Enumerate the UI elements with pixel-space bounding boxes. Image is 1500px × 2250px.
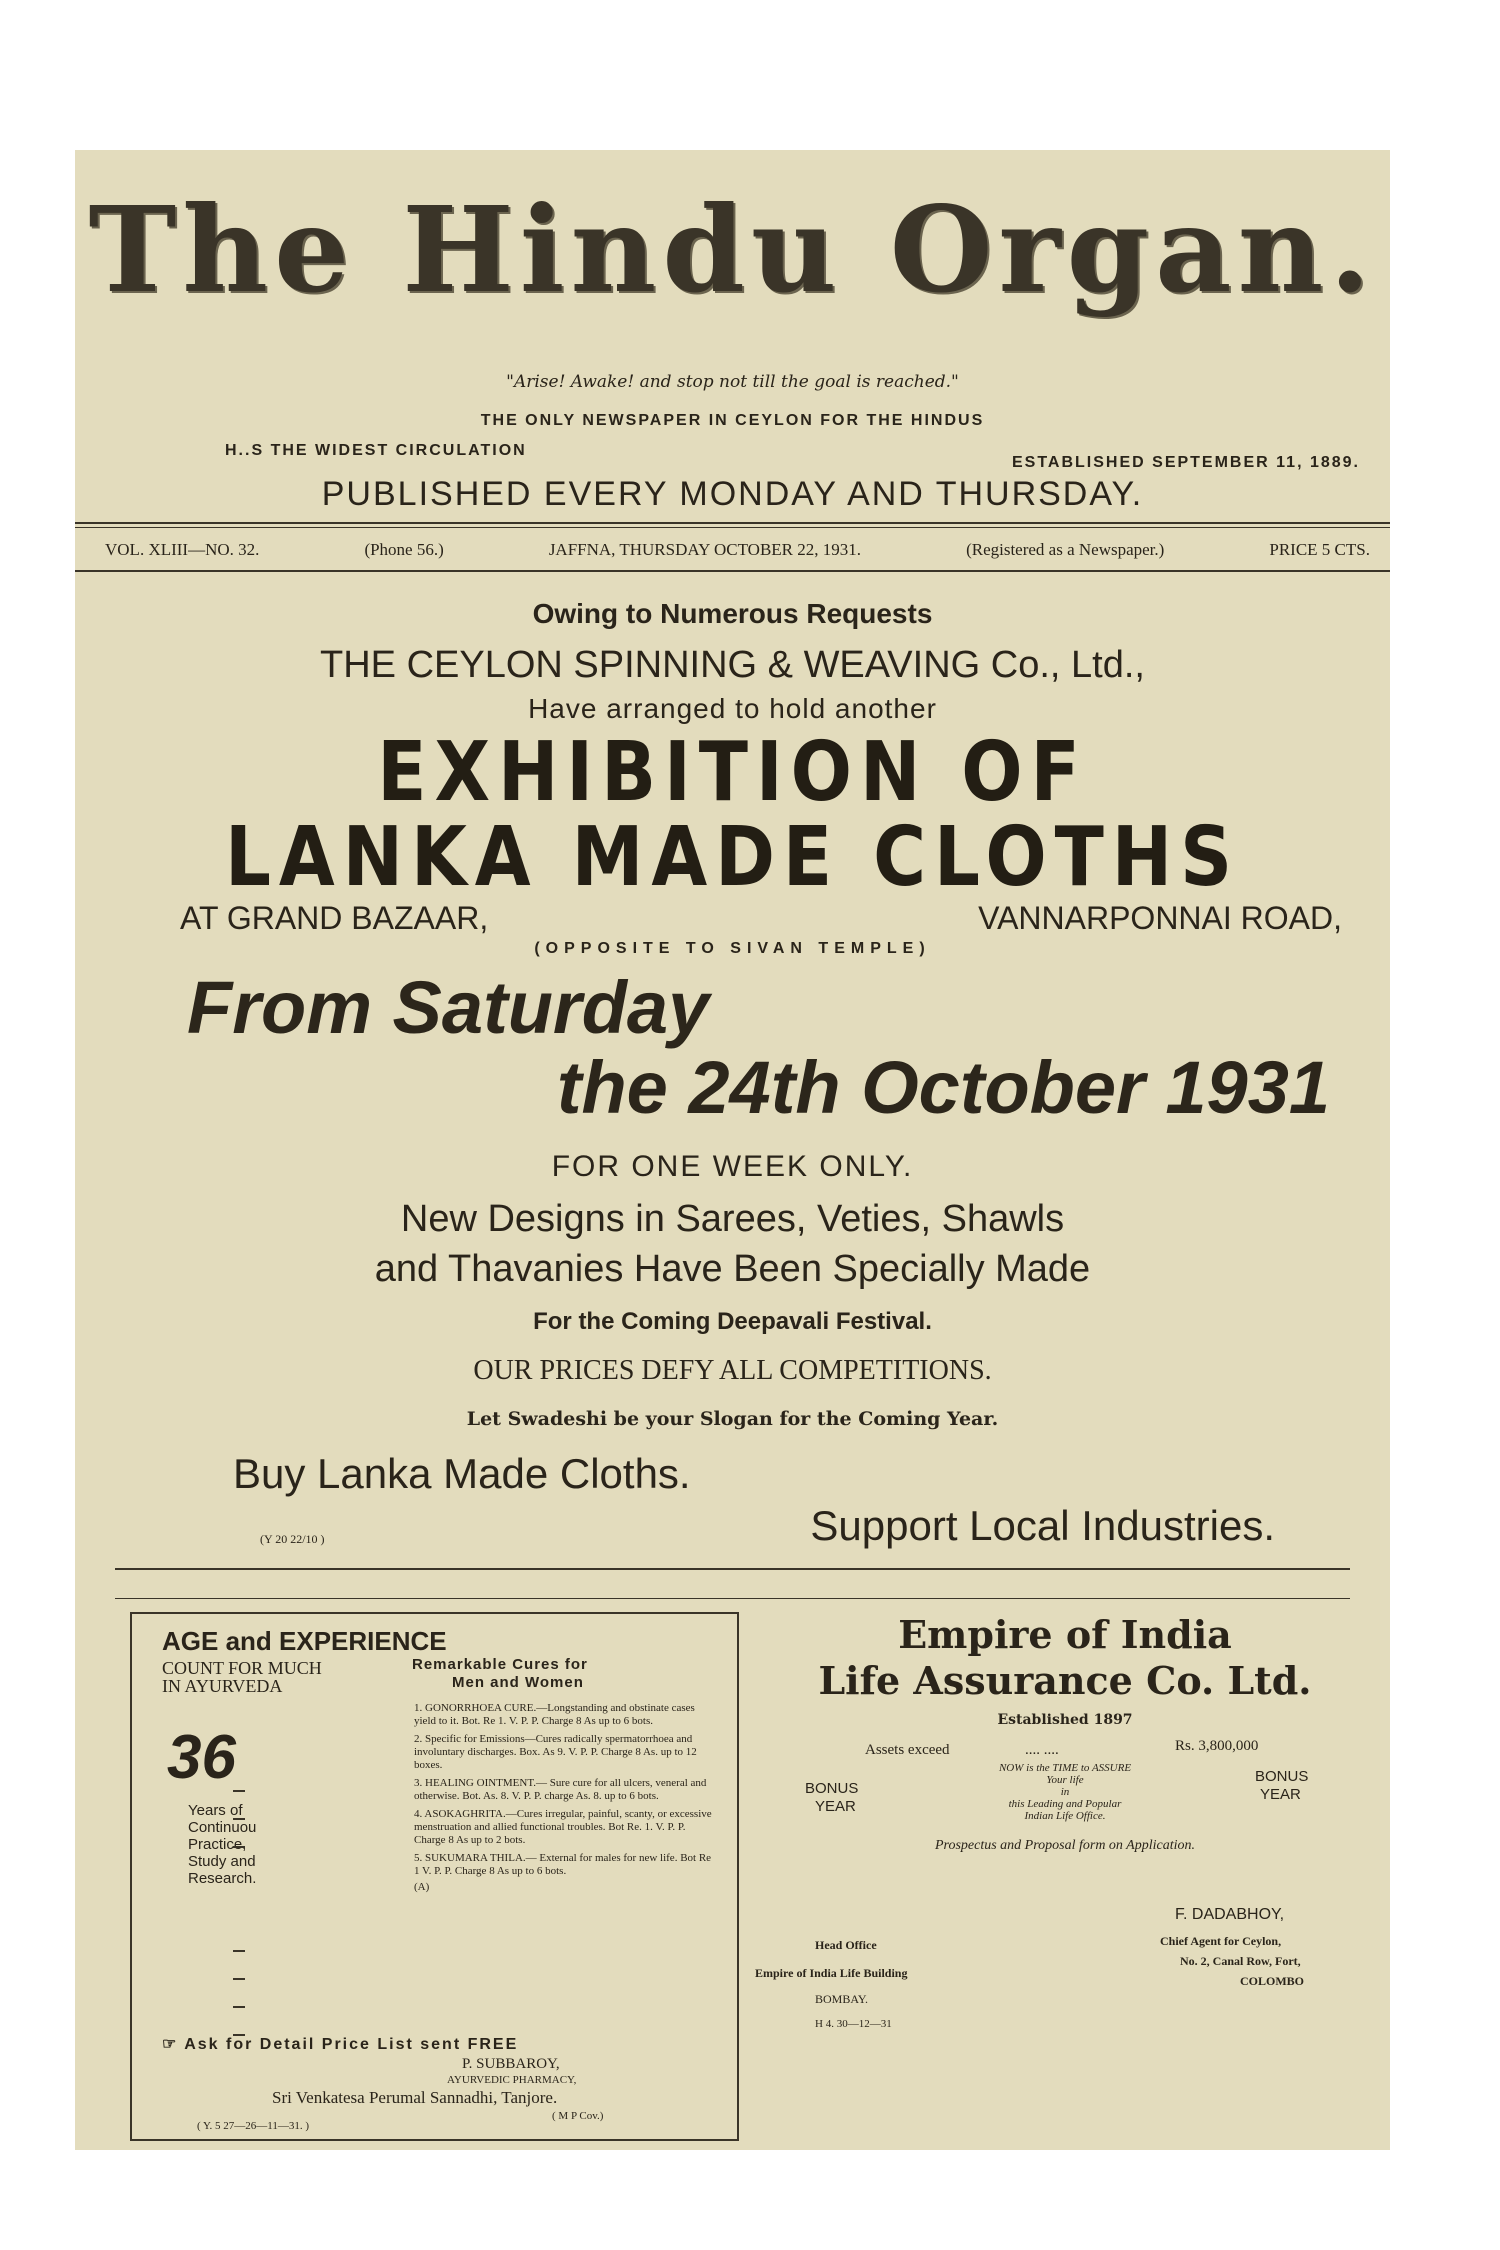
ad-arranged: Have arranged to hold another	[528, 693, 937, 724]
ad-headline-1: EXHIBITION OF	[377, 725, 1088, 820]
ad-headline-2: LANKA MADE CLOTHS	[224, 810, 1240, 905]
ad-support: Support Local Industries.	[810, 1502, 1275, 1549]
ad-designs-1: New Designs in Sarees, Veties, Shawls	[400, 1198, 1065, 1240]
ayurveda-item: 5. SUKUMARA THILA.— External for males for new life. Bot Re 1 V. P. P. Charge 8 As up to 6 bots.	[414, 1852, 712, 1877]
ayurveda-items	[414, 1702, 714, 1894]
insurance-established: Established 1897	[997, 1712, 1133, 1728]
insurance-title-1: Empire of India	[898, 1612, 1232, 1657]
ayurveda-cures-title-2: Men and Women	[452, 1674, 584, 1691]
masthead-established: ESTABLISHED SEPTEMBER 11, 1889.	[1011, 454, 1360, 471]
insurance-bonus-right-1: BONUS	[1255, 1768, 1309, 1785]
decorative-dash	[233, 1846, 245, 1848]
dateline-phone: (Phone 56.)	[364, 540, 444, 559]
dateline-volume: VOL. XLIII—NO. 32.	[105, 540, 260, 559]
ayurveda-ref: ( Y. 5 27—26—11—31. )	[197, 2120, 310, 2132]
ayurveda-item: 2. Specific for Emissions—Cures radically spermatorrhoea and involuntary discharges. Box. As 9. V. P. P. Charge 8 As. up to 12 boxes.	[414, 1733, 697, 1771]
insurance-agent-title: Chief Agent for Ceylon,	[1160, 1934, 1282, 1948]
decorative-dash	[233, 1978, 245, 1980]
ayurveda-years-line: Continuou	[188, 1819, 257, 1836]
ad-intro: Owing to Numerous Requests	[532, 598, 933, 629]
ad-buy: Buy Lanka Made Cloths.	[233, 1450, 691, 1497]
ayurveda-count-2: IN AYURVEDA	[162, 1676, 283, 1696]
insurance-now-line: Indian Life Office.	[1024, 1810, 1106, 1822]
insurance-agent-addr-2: COLOMBO	[1240, 1974, 1305, 1988]
ayurveda-ref-2: ( M P Cov.)	[552, 2110, 604, 2122]
ayurveda-title: AGE and EXPERIENCE	[162, 1626, 447, 1656]
insurance-city: BOMBAY.	[815, 1992, 869, 2006]
section-rule	[115, 1568, 1350, 1570]
insurance-building: Empire of India Life Building	[755, 1966, 908, 1980]
ayurveda-years	[188, 1802, 256, 1887]
ad-opposite: (OPPOSITE TO SIVAN TEMPLE)	[534, 940, 931, 957]
ayurveda-pharmacy: AYURVEDIC PHARMACY,	[447, 2074, 577, 2086]
insurance-prospectus: Prospectus and Proposal form on Application.	[934, 1838, 1196, 1853]
masthead-tagline: THE ONLY NEWSPAPER IN CEYLON FOR THE HINDUS	[480, 412, 985, 429]
ad-date-line: the 24th October 1931	[556, 1046, 1330, 1129]
dateline-price: PRICE 5 CTS.	[1269, 540, 1370, 559]
ayurveda-count-1: COUNT FOR MUCH	[162, 1658, 322, 1678]
section-rule-thin	[115, 1598, 1350, 1599]
ayurveda-item-note: (A)	[414, 1881, 430, 1893]
ayurveda-ask: ☞ Ask for Detail Price List sent FREE	[162, 2036, 519, 2053]
masthead-rule	[75, 522, 1390, 524]
masthead-title: The Hindu Organ.	[88, 180, 1377, 319]
ayurveda-cures-title-1: Remarkable Cures for	[412, 1656, 588, 1673]
insurance-assets-value: Rs. 3,800,000	[1175, 1738, 1259, 1754]
ayurveda-years-line: Practice,	[188, 1836, 247, 1853]
ayurveda-number: 36	[167, 1723, 236, 1792]
ayurveda-item: 1. GONORRHOEA CURE.—Longstanding and obstinate cases yield to it. Bot. Re 1. V. P. P. Charge 8 As up to 6 bots.	[414, 1702, 695, 1727]
insurance-now-line: NOW is the TIME to ASSURE	[998, 1762, 1132, 1774]
ad-venue-left: AT GRAND BAZAAR,	[180, 900, 489, 936]
insurance-ad	[755, 1612, 1375, 2112]
insurance-ref: H 4. 30—12—31	[815, 2018, 892, 2030]
masthead-motto: "Arise! Awake! and stop not till the goal is reached."	[506, 372, 959, 392]
ayurveda-proprietor: P. SUBBAROY,	[462, 2056, 560, 2072]
masthead-circulation: H..S THE WIDEST CIRCULATION	[225, 442, 527, 459]
ayurveda-ad	[130, 1612, 739, 2141]
ayurveda-years-line: Study and	[188, 1853, 256, 1870]
insurance-bonus-left-2: YEAR	[815, 1798, 856, 1815]
insurance-now-line: this Leading and Popular	[1008, 1798, 1122, 1810]
ad-designs-2: and Thavanies Have Been Specially Made	[374, 1248, 1091, 1290]
insurance-title-2: Life Assurance Co. Ltd.	[818, 1658, 1312, 1703]
decorative-dash	[233, 2034, 245, 2036]
dateline-rule	[75, 570, 1390, 572]
ad-from-line: From Saturday	[187, 966, 710, 1049]
insurance-agent-addr-1: No. 2, Canal Row, Fort,	[1180, 1954, 1301, 1968]
insurance-agent-name: F. DADABHOY,	[1175, 1906, 1285, 1923]
insurance-dots: .... ....	[1025, 1742, 1059, 1758]
masthead-published: PUBLISHED EVERY MONDAY AND THURSDAY.	[321, 475, 1144, 513]
ayurveda-item: 3. HEALING OINTMENT.— Sure cure for all ulcers, veneral and otherwise. Bot. As. 8. V. P. P. charge As. 8. up to 6 bots.	[414, 1777, 707, 1802]
insurance-bonus-left-1: BONUS	[805, 1780, 859, 1797]
decorative-dash	[233, 1818, 245, 1820]
ayurveda-years-line: Research.	[188, 1870, 257, 1887]
dateline-registered: (Registered as a Newspaper.)	[966, 540, 1165, 559]
ayurveda-item: 4. ASOKAGHRITA.—Cures irregular, painful, scanty, or excessive menstruation and allied functional troubles. Bot Re. 1. V. P. P. Charge 8 As up to 2 bots.	[414, 1808, 712, 1846]
ad-company: THE CEYLON SPINNING & WEAVING Co., Ltd.,	[320, 644, 1145, 686]
dateline	[105, 540, 1370, 560]
ad-prices: OUR PRICES DEFY ALL COMPETITIONS.	[473, 1355, 992, 1386]
decorative-dash	[233, 2006, 245, 2008]
ayurveda-address: Sri Venkatesa Perumal Sannadhi, Tanjore.	[272, 2088, 558, 2107]
newspaper-page	[75, 150, 1390, 2150]
ad-slogan: Let Swadeshi be your Slogan for the Coming Year.	[466, 1408, 999, 1430]
masthead-rule-thin	[75, 527, 1390, 528]
ayurveda-years-line: Years of	[188, 1802, 243, 1819]
ad-ref: (Y 20 22/10 )	[260, 1532, 325, 1546]
decorative-dash	[233, 1790, 245, 1792]
insurance-bonus-right-2: YEAR	[1260, 1786, 1301, 1803]
decorative-dash	[233, 1950, 245, 1952]
ad-festival: For the Coming Deepavali Festival.	[533, 1308, 932, 1335]
insurance-assets-label: Assets exceed	[865, 1742, 950, 1758]
insurance-head-office: Head Office	[815, 1938, 877, 1952]
insurance-now-line: Your life	[1046, 1774, 1084, 1786]
ad-week: FOR ONE WEEK ONLY.	[551, 1150, 914, 1183]
ad-venue-right: VANNARPONNAI ROAD,	[978, 900, 1342, 936]
insurance-now-line: in	[1060, 1786, 1070, 1798]
insurance-now-block	[915, 1762, 1215, 1822]
dateline-place-date: JAFFNA, THURSDAY OCTOBER 22, 1931.	[548, 540, 862, 559]
